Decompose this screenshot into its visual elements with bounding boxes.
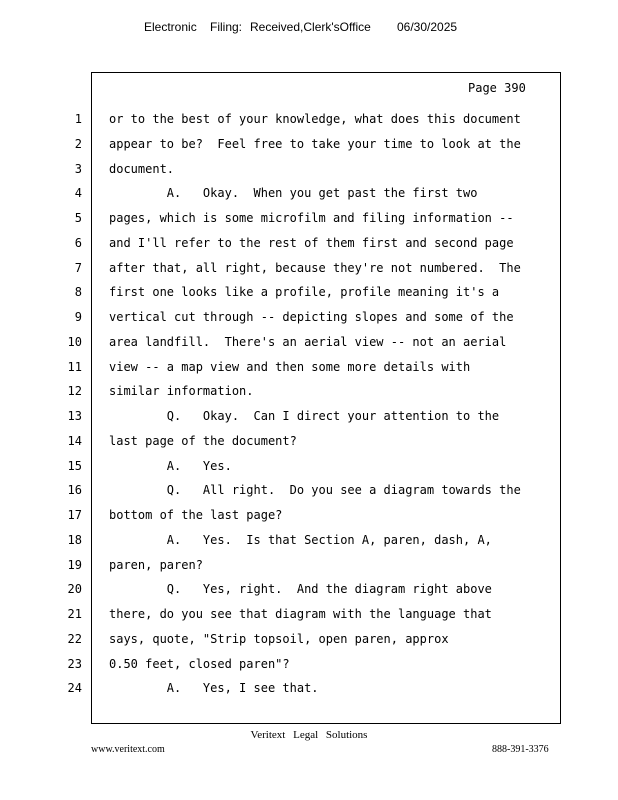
transcript-line: similar information. [109, 384, 254, 398]
line-number: 14 [67, 434, 82, 448]
line-number: 2 [74, 137, 82, 151]
transcript-line: Q. Okay. Can I direct your attention to the [109, 409, 500, 423]
line-number: 22 [67, 632, 82, 646]
line-number: 20 [67, 582, 82, 596]
line-number: 5 [74, 211, 82, 225]
transcript-line: A. Yes. [109, 459, 232, 473]
line-number: 21 [67, 607, 82, 621]
line-number: 1 [74, 112, 82, 126]
transcript-line: appear to be? Feel free to take your time to look at the [109, 137, 521, 151]
transcript-line: Q. Yes, right. And the diagram right above [109, 582, 492, 596]
line-number: 15 [67, 459, 82, 473]
transcript-line: Q. All right. Do you see a diagram towards the [109, 483, 521, 497]
transcript-line: says, quote, "Strip topsoil, open paren, approx [109, 632, 449, 646]
line-number: 17 [67, 508, 82, 522]
transcript-line: after that, all right, because they're not numbered. The [109, 261, 521, 275]
transcript-line: and I'll refer to the rest of them first and second page [109, 236, 514, 250]
transcript-line: first one looks like a profile, profile meaning it's a [109, 285, 500, 299]
line-number: 24 [67, 681, 82, 695]
line-number: 18 [67, 533, 82, 547]
line-number: 19 [67, 558, 82, 572]
line-number: 3 [74, 162, 82, 176]
transcript-line: there, do you see that diagram with the language that [109, 607, 492, 621]
filing-electronic: Electronic [144, 20, 197, 34]
transcript-line: A. Okay. When you get past the first two [109, 186, 478, 200]
line-number: 7 [74, 261, 82, 275]
page-number: Page 390 [468, 81, 526, 95]
transcript-line: document. [109, 162, 175, 176]
transcript-line: view -- a map view and then some more details with [109, 360, 471, 374]
transcript-line: pages, which is some microfilm and filing information -- [109, 211, 514, 225]
line-number: 16 [67, 483, 82, 497]
filing-stamp-header [0, 20, 618, 38]
line-number: 6 [74, 236, 82, 250]
line-number: 23 [67, 657, 82, 671]
line-number: 11 [67, 360, 82, 374]
transcript-line: A. Yes. Is that Section A, paren, dash, A, [109, 533, 492, 547]
line-number: 10 [67, 335, 82, 349]
footer-phone: 888-391-3376 [492, 744, 549, 755]
line-number: 9 [74, 310, 82, 324]
transcript-line: 0.50 feet, closed paren"? [109, 657, 290, 671]
footer-company: Veritext Legal Solutions [250, 729, 368, 741]
transcript-line: paren, paren? [109, 558, 203, 572]
transcript-line: last page of the document? [109, 434, 297, 448]
transcript-line: A. Yes, I see that. [109, 681, 319, 695]
transcript-line: or to the best of your knowledge, what does this document [109, 112, 521, 126]
filing-label: Filing: [210, 20, 243, 34]
transcript-line: bottom of the last page? [109, 508, 283, 522]
transcript-line: vertical cut through -- depicting slopes and some of the [109, 310, 514, 324]
filing-date: 06/30/2025 [397, 20, 458, 34]
transcript-line: area landfill. There's an aerial view -- not an aerial [109, 335, 507, 349]
footer-website: www.veritext.com [91, 744, 165, 755]
line-number: 4 [74, 186, 82, 200]
line-number: 13 [67, 409, 82, 423]
line-number: 12 [67, 384, 82, 398]
line-number: 8 [74, 285, 82, 299]
filing-received: Received,Clerk'sOffice [250, 20, 371, 34]
